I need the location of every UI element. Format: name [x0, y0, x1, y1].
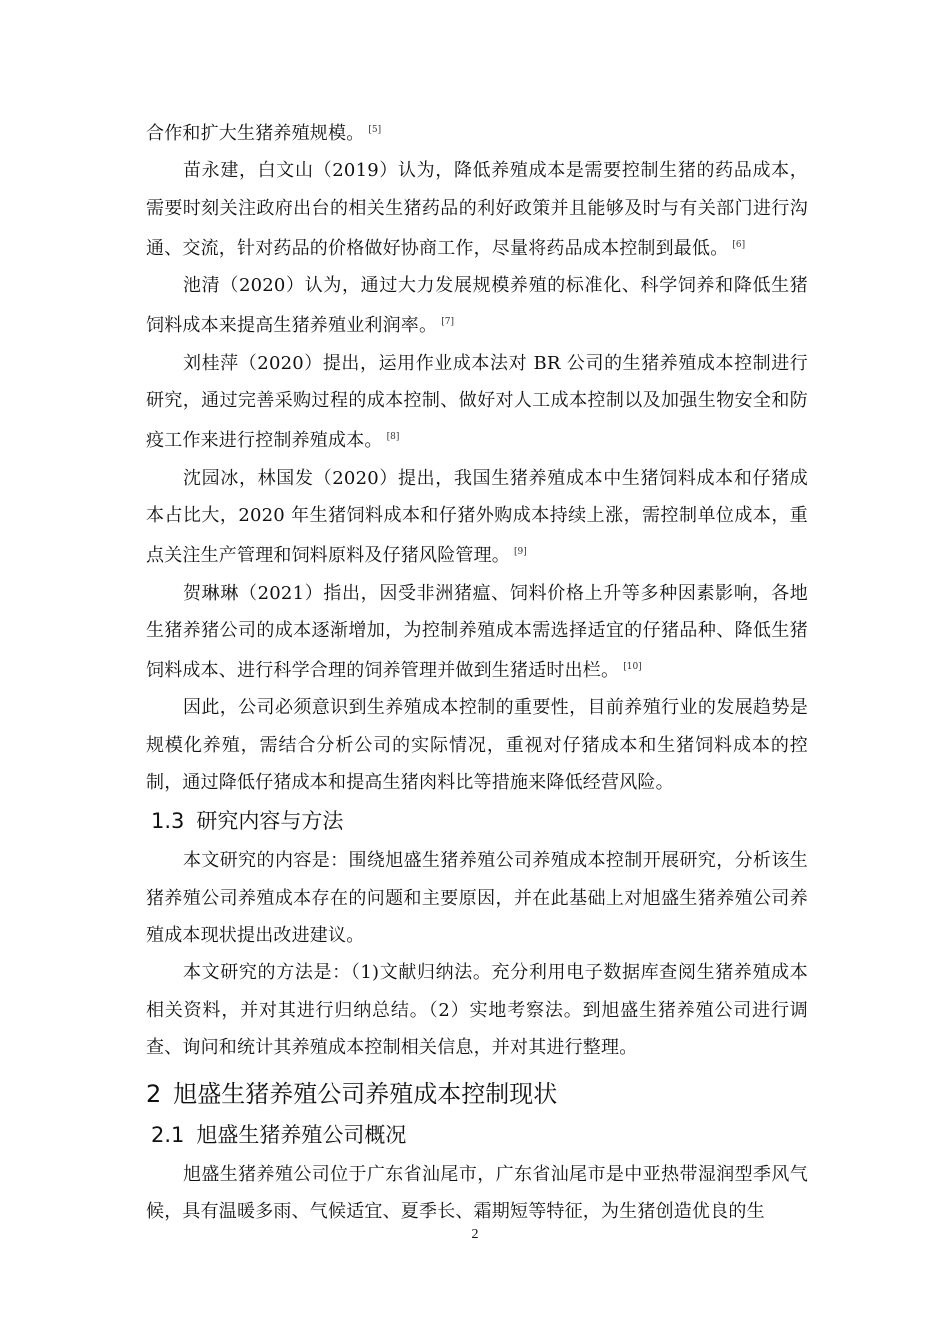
chapter-title: 旭盛生猪养殖公司养殖成本控制现状: [173, 1080, 558, 1109]
citation-marker: [7]: [441, 317, 454, 328]
paragraph-he: [146, 575, 808, 690]
paragraph-text: 因此，公司必须意识到生养殖成本控制的重要性，目前养殖行业的发展趋势是规模化养殖，需结合分析公司的实际情况，重视对仔猪成本和生猪饲料成本的控制，通过降低仔猪成本和提高生猪肉料比等措施来降低经营风险。: [146, 697, 808, 794]
paragraph-text: 旭盛生猪养殖公司位于广东省汕尾市，广东省汕尾市是中亚热带湿润型季风气候，具有温暖多雨、气候适宜、夏季长、霜期短等特征，为生猪创造优良的生: [146, 1164, 808, 1223]
page-content: [146, 112, 808, 1231]
citation-marker: [6]: [732, 239, 746, 250]
paragraph-research-content: [146, 842, 808, 954]
section-title: 研究内容与方法: [196, 809, 344, 834]
citation-marker: [8]: [386, 432, 400, 443]
section-heading-2-1: [151, 1117, 808, 1154]
citation-marker: [9]: [514, 547, 527, 558]
paragraph-company-overview: [146, 1156, 808, 1231]
paragraph-shen: [146, 460, 808, 575]
paragraph-liu: [146, 345, 808, 460]
section-number: 2.1: [151, 1123, 185, 1148]
paragraph-miao: [146, 152, 808, 267]
paragraph-continuation: [146, 112, 808, 152]
paragraph-text: 贺琳琳（2021）指出，因受非洲猪瘟、饲料价格上升等多种因素影响，各地生猪养猪公司的成本逐渐增加，为控制养殖成本需选择适宜的仔猪品种、降低生猪饲料成本、进行科学合理的饲养管理并做到生猪适时出栏。: [146, 582, 808, 682]
paragraph-conclusion: [146, 689, 808, 801]
paragraph-text: 沈园冰，林国发（2020）提出，我国生猪养殖成本中生猪饲料成本和仔猪成本占比大，2020 年生猪饲料成本和仔猪外购成本持续上涨，需控制单位成本，重点关注生产管理和饲料原料及仔猪风险管理。: [146, 467, 808, 567]
section-number: 1.3: [151, 809, 185, 834]
paragraph-text: 刘桂萍（2020）提出，运用作业成本法对 BR 公司的生猪养殖成本控制进行研究，通过完善采购过程的成本控制、做好对人工成本控制以及加强生物安全和防疫工作来进行控制养殖成本。: [146, 352, 808, 452]
paragraph-text: 本文研究的内容是：围绕旭盛生猪养殖公司养殖成本控制开展研究，分析该生猪养殖公司养殖成本存在的问题和主要原因，并在此基础上对旭盛生猪养殖公司养殖成本现状提出改进建议。: [146, 850, 808, 946]
chapter-number: 2: [146, 1080, 162, 1109]
chapter-heading-2: [146, 1074, 808, 1114]
paragraph-text: 苗永建，白文山（2019）认为，降低养殖成本是需要控制生猪的药品成本，需要时刻关注政府出台的相关生猪药品的利好政策并且能够及时与有关部门进行沟通、交流，针对药品的价格做好协商工作，尽量将药品成本控制到最低。: [146, 160, 808, 259]
section-title: 旭盛生猪养殖公司概况: [196, 1123, 407, 1148]
section-heading-1-3: [151, 803, 808, 840]
citation-marker: [10]: [623, 662, 642, 673]
paragraph-chi: [146, 267, 808, 345]
page-number: 2: [471, 1227, 479, 1242]
paragraph-text: 本文研究的方法是：（1)文献归纳法。充分利用电子数据库查阅生猪养殖成本相关资料，并对其进行归纳总结。（2）实地考察法。到旭盛生猪养殖公司进行调查、询问和统计其养殖成本控制相关信息，并对其进行整理。: [146, 962, 808, 1058]
paragraph-text: 池清（2020）认为，通过大力发展规模养殖的标准化、科学饲养和降低生猪饲料成本来提高生猪养殖业利润率。: [146, 275, 808, 337]
paragraph-text: 合作和扩大生猪养殖规模。: [146, 123, 365, 144]
paragraph-research-method: [146, 954, 808, 1066]
citation-marker: [5]: [368, 125, 382, 135]
